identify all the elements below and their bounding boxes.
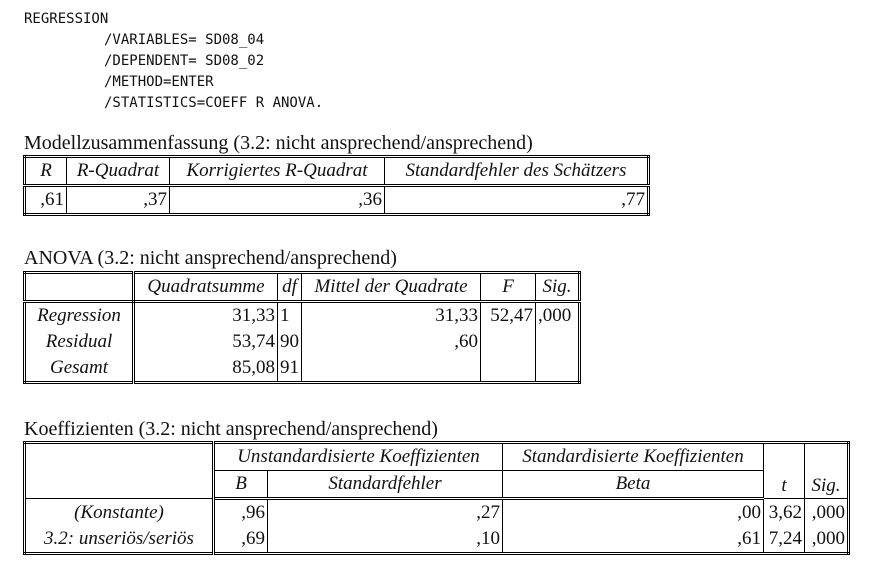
table-row (25, 186, 649, 215)
value-cell: 1 (278, 302, 302, 330)
table-row (25, 526, 849, 554)
header-cell: Mittel der Quadrate (302, 273, 481, 302)
value-cell: ,60 (302, 329, 481, 355)
value-cell: ,000 (805, 499, 849, 527)
table-group-header-row (25, 443, 849, 471)
value-cell: 53,74 (134, 329, 278, 355)
value-cell: ,36 (170, 186, 385, 215)
coefficients-table (23, 441, 850, 555)
value-cell: ,96 (214, 499, 268, 527)
syntax-line: /STATISTICS=COEFF R ANOVA. (104, 95, 324, 111)
value-cell: ,000 (536, 302, 580, 330)
value-cell: 90 (278, 329, 302, 355)
anova-table (23, 271, 581, 384)
row-header-corner (25, 443, 214, 499)
syntax-line: /DEPENDENT= SD08_02 (104, 53, 265, 69)
table-row (25, 302, 580, 330)
value-cell: ,10 (268, 526, 503, 554)
value-cell: 31,33 (302, 302, 481, 330)
header-cell: Sig. (536, 273, 580, 302)
syntax-line: /VARIABLES= SD08_04 (104, 32, 265, 48)
header-cell: Beta (503, 471, 764, 499)
value-cell: 7,24 (764, 526, 805, 554)
header-cell: R-Quadrat (67, 157, 170, 186)
value-cell: ,27 (268, 499, 503, 527)
value-cell: 31,33 (134, 302, 278, 330)
table-row (25, 329, 580, 355)
model-summary-table (23, 155, 650, 216)
value-cell: 52,47 (481, 302, 536, 330)
row-header: Residual (25, 329, 134, 355)
group-header-cell: Standardisierte Koeffizienten (503, 443, 764, 471)
row-header: (Konstante) (25, 499, 214, 527)
value-cell (481, 355, 536, 383)
header-cell: F (481, 273, 536, 302)
header-cell: Quadratsumme (134, 273, 278, 302)
value-cell: ,61 (25, 186, 67, 215)
row-header: 3.2: unseriös/seriös (25, 526, 214, 554)
header-cell: Sig. (805, 443, 849, 499)
header-cell: Standardfehler des Schätzers (385, 157, 649, 186)
row-header: Regression (25, 302, 134, 330)
value-cell: 91 (278, 355, 302, 383)
value-cell: ,00 (503, 499, 764, 527)
value-cell (302, 355, 481, 383)
coefficients-title: Koeffizienten (3.2: nicht ansprechend/ansprechend) (24, 418, 438, 440)
header-cell: R (25, 157, 67, 186)
row-header: Gesamt (25, 355, 134, 383)
value-cell: ,69 (214, 526, 268, 554)
value-cell (481, 329, 536, 355)
group-header-cell: Unstandardisierte Koeffizienten (214, 443, 503, 471)
table-row (25, 499, 849, 527)
value-cell: 85,08 (134, 355, 278, 383)
model-summary-title: Modellzusammenfassung (3.2: nicht ansprechend/ansprechend) (24, 132, 533, 154)
header-cell (25, 273, 134, 302)
header-cell: Korrigiertes R-Quadrat (170, 157, 385, 186)
value-cell: ,61 (503, 526, 764, 554)
syntax-block (24, 9, 323, 114)
anova-title: ANOVA (3.2: nicht ansprechend/ansprechend) (24, 247, 397, 269)
syntax-line: REGRESSION (24, 11, 109, 27)
header-cell: t (764, 443, 805, 499)
value-cell: ,000 (805, 526, 849, 554)
table-row (25, 355, 580, 383)
value-cell: 3,62 (764, 499, 805, 527)
value-cell (536, 329, 580, 355)
value-cell: ,77 (385, 186, 649, 215)
value-cell: ,37 (67, 186, 170, 215)
value-cell (536, 355, 580, 383)
table-header-row (25, 273, 580, 302)
table-header-row (25, 157, 649, 186)
header-cell: B (214, 471, 268, 499)
syntax-line: /METHOD=ENTER (104, 74, 214, 90)
header-cell: df (278, 273, 302, 302)
header-cell: Standardfehler (268, 471, 503, 499)
